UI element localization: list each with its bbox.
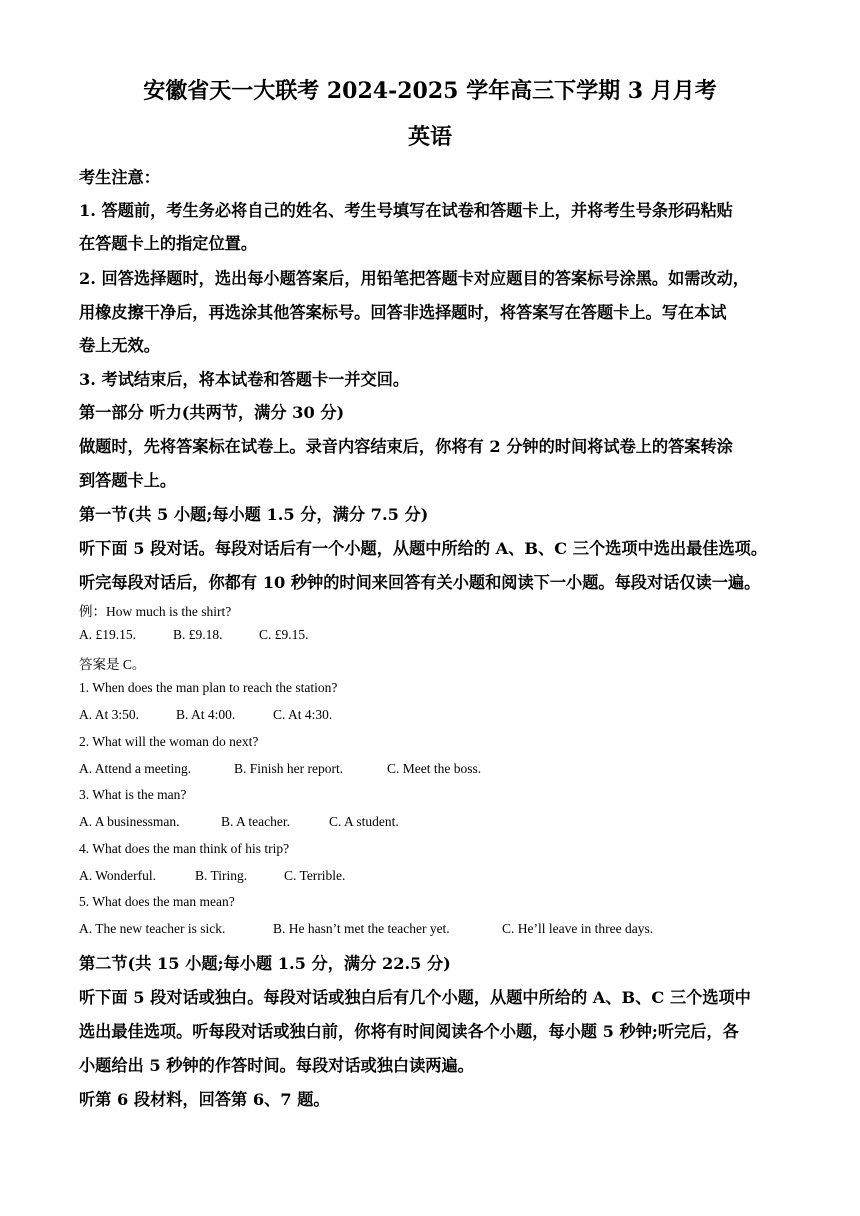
example-question: 例：How much is the shirt?	[79, 604, 232, 619]
question-1: 1. When does the man plan to reach the station?	[79, 680, 338, 695]
notice-item-3: 3. 考试结束后，将本试卷和答题卡一并交回。	[79, 370, 410, 389]
option-c: C. He’ll leave in three days.	[502, 921, 654, 936]
material-6-instruction: 听第 6 段材料，回答第 6、7 题。	[79, 1090, 330, 1109]
section1-intro-line-2: 听完每段对话后，你都有 10 秒钟的时间来回答有关小题和阅读下一小题。每段对话仅读一遍。	[79, 573, 761, 592]
section2-intro-line-1: 听下面 5 段对话或独白。每段对话或独白后有几个小题，从题中所给的 A、B、C 三个选项中	[79, 988, 751, 1007]
notice-item-2-line-1: 2. 回答选择题时，选出每小题答案后，用铅笔把答题卡对应题目的答案标号涂黑。如需改动，	[79, 269, 750, 288]
option-c: C. Terrible.	[284, 868, 346, 883]
option-c: C. Meet the boss.	[387, 761, 482, 776]
part1-intro-line-1: 做题时，先将答案标在试卷上。录音内容结束后，你将有 2 分钟的时间将试卷上的答案转涂	[79, 437, 733, 456]
question-5-options	[79, 921, 653, 937]
part1-intro-line-2: 到答题卡上。	[79, 471, 177, 490]
option-c: C. £9.15.	[259, 627, 309, 642]
option-b: B. At 4:00.	[176, 707, 236, 722]
section1-intro-line-1: 听下面 5 段对话。每段对话后有一个小题，从题中所给的 A、B、C 三个选项中选出最佳选项。	[79, 539, 768, 558]
question-5: 5. What does the man mean?	[79, 894, 235, 909]
option-a: A. The new teacher is sick.	[79, 921, 226, 936]
question-3: 3. What is the man?	[79, 787, 187, 802]
subject-title: 英语	[407, 124, 452, 150]
option-b: B. He hasn’t met the teacher yet.	[273, 921, 450, 936]
option-b: B. £9.18.	[173, 627, 223, 642]
option-b: B. Finish her report.	[234, 761, 344, 776]
option-b: B. Tiring.	[195, 868, 248, 883]
exam-title: 安徽省天一大联考 2024-2025 学年高三下学期 3 月月考	[143, 78, 717, 104]
option-a: A. Attend a meeting.	[79, 761, 192, 776]
question-1-options	[79, 707, 332, 723]
notice-item-1-line-1: 1. 答题前，考生务必将自己的姓名、考生号填写在试卷和答题卡上，并将考生号条形码粘贴	[79, 201, 733, 220]
section1-heading: 第一节(共 5 小题;每小题 1.5 分，满分 7.5 分)	[79, 505, 429, 524]
option-b: B. A teacher.	[221, 814, 290, 829]
notice-item-2-line-2: 用橡皮擦干净后，再选涂其他答案标号。回答非选择题时，将答案写在答题卡上。写在本试	[79, 303, 727, 322]
section2-heading: 第二节(共 15 小题;每小题 1.5 分，满分 22.5 分)	[79, 954, 451, 973]
question-2: 2. What will the woman do next?	[79, 734, 259, 749]
part1-heading: 第一部分 听力(共两节，满分 30 分)	[79, 403, 345, 422]
notice-item-2-line-3: 卷上无效。	[79, 336, 160, 355]
section2-intro-line-2: 选出最佳选项。听每段对话或独白前，你将有时间阅读各个小题，每小题 5 秒钟;听完后，各	[79, 1022, 739, 1041]
option-a: A. Wonderful.	[79, 868, 157, 883]
section2-intro-line-3: 小题给出 5 秒钟的作答时间。每段对话或独白读两遍。	[79, 1056, 474, 1075]
option-a: A. £19.15.	[79, 627, 136, 642]
question-3-options	[79, 814, 399, 830]
option-c: C. At 4:30.	[273, 707, 333, 722]
question-4: 4. What does the man think of his trip?	[79, 841, 290, 856]
option-a: A. A businessman.	[79, 814, 180, 829]
notice-item-1-line-2: 在答题卡上的指定位置。	[79, 234, 258, 253]
question-2-options	[79, 761, 481, 777]
option-a: A. At 3:50.	[79, 707, 140, 722]
question-4-options	[79, 868, 345, 884]
example-answer: 答案是 C。	[79, 657, 146, 672]
notice-heading: 考生注意：	[79, 168, 160, 187]
option-c: C. A student.	[329, 814, 399, 829]
example-options	[79, 627, 309, 643]
